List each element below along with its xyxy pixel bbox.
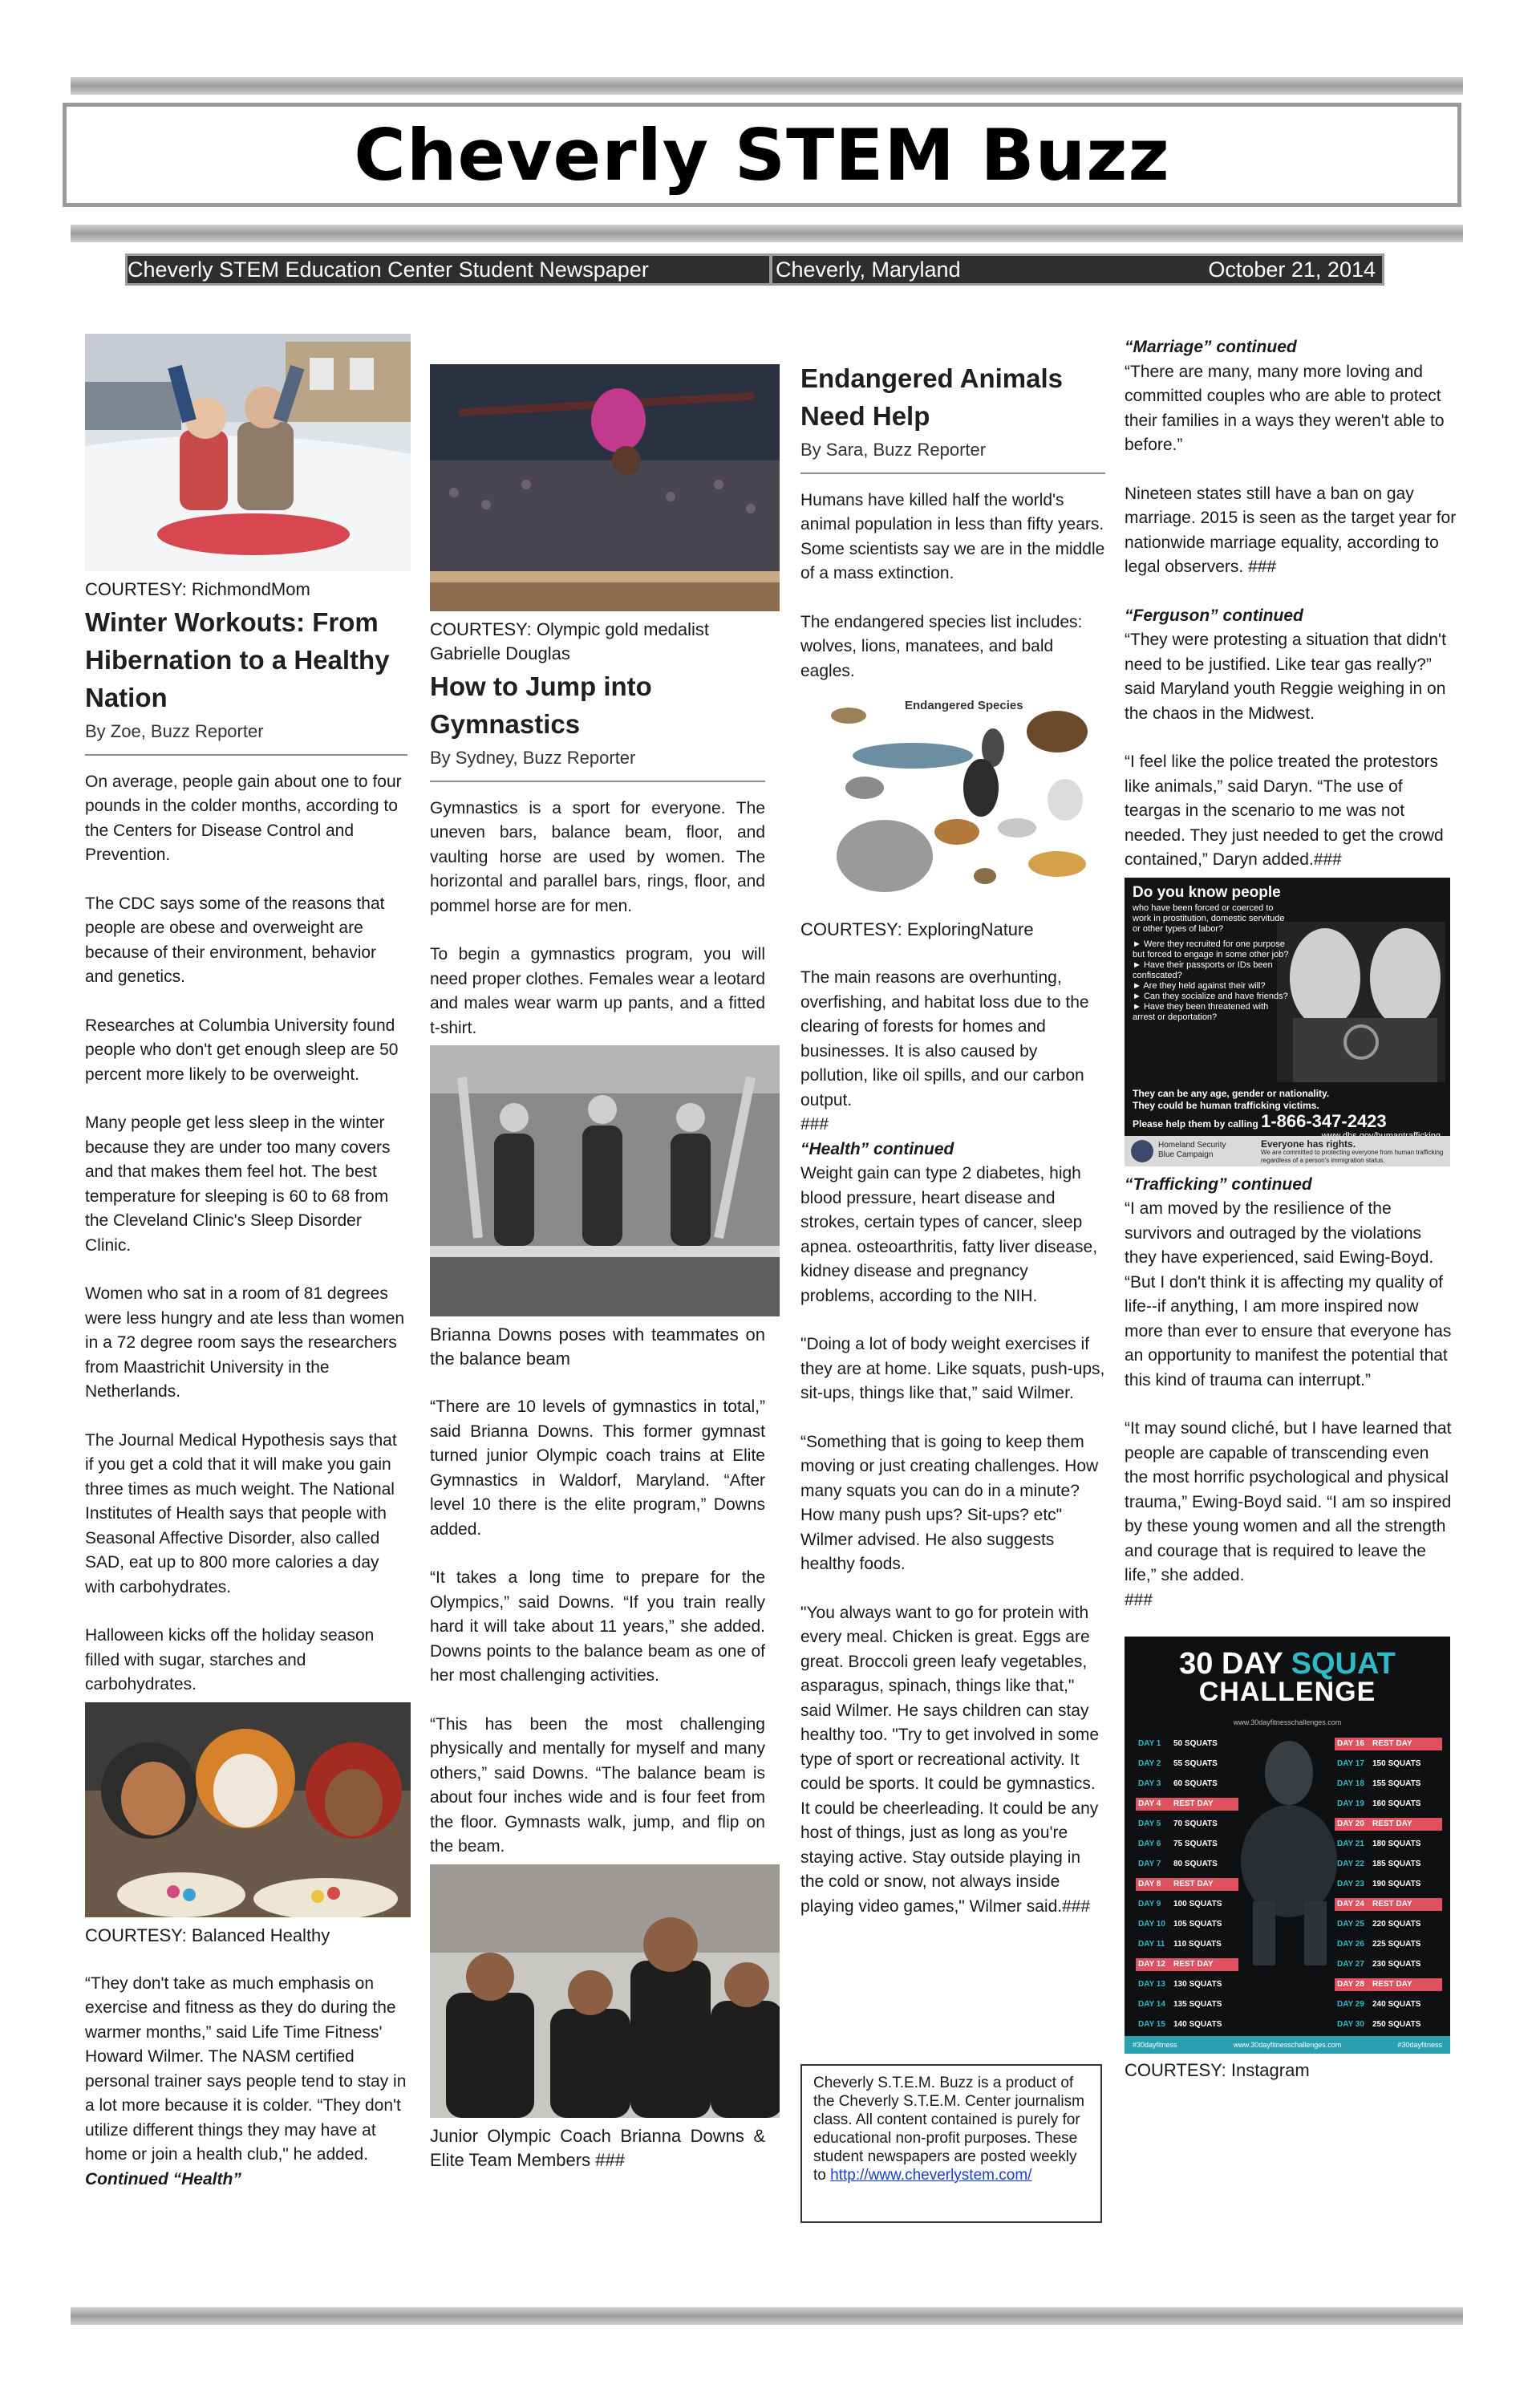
squat-count: 70 SQUATS: [1173, 1819, 1218, 1828]
info-bar: [125, 254, 1384, 286]
continued-heading: “Ferguson” continued: [1125, 606, 1303, 625]
photo-caption: Brianna Downs poses with teammates on the balance beam: [430, 1324, 765, 1369]
paragraph: On average, people gain about one to four pounds in the colder months, according to the Centers for Disease Control and Prevention.: [85, 772, 402, 864]
squat-day-row: [1136, 2018, 1238, 2031]
masthead-bottom-rule: [71, 225, 1463, 242]
squat-day-label: DAY 7: [1138, 1860, 1161, 1868]
squat-rest-row: [1335, 1898, 1442, 1911]
poster-question: ► Have they been threatened with arrest or deportation?: [1133, 1001, 1269, 1022]
squat-title-highlight: SQUAT: [1291, 1647, 1396, 1681]
squat-count: REST DAY: [1173, 1880, 1214, 1888]
squat-day-label: DAY 24: [1337, 1900, 1364, 1908]
location: Cheverly, Maryland: [776, 257, 961, 282]
squat-count: 135 SQUATS: [1173, 2000, 1222, 2009]
squat-day-row: [1136, 1758, 1238, 1771]
poster-title: Do you know people: [1133, 883, 1281, 901]
footer-hashtag: #30dayfitness: [1397, 2041, 1442, 2049]
squat-title-part: 30 DAY: [1179, 1647, 1283, 1681]
paragraph: “I am moved by the resilience of the survivors and outraged by the violations they have experienced, said Ewing-Boyd. “But I don't think it is affecting my quality of life--if anything, I am more inspired now more than ever to ensure that everyone has an opportunity to manifest the potential that this kind of trauma can interrupt.”: [1125, 1199, 1452, 1389]
footer-site: www.30dayfitnesschallenges.com: [1233, 2041, 1342, 2049]
article-headline: How to Jump into Gymnastics: [430, 671, 652, 739]
squat-day-row: [1335, 1838, 1442, 1851]
squat-day-label: DAY 25: [1337, 1920, 1364, 1929]
squat-day-label: DAY 12: [1138, 1960, 1165, 1969]
poster-line: They can be any age, gender or nationality.: [1133, 1087, 1330, 1099]
continued-label: Continued “Health”: [85, 2169, 241, 2188]
paragraph: Women who sat in a room of 81 degrees were less hungry and ate less than women in a 72 degree room says the researchers from Maastrichit University in the Netherlands.: [85, 1284, 405, 1401]
paragraph: The Journal Medical Hypothesis says that if you get a cold that it will make you gain three times as much weight. The National Institutes of Health says that people with Seasonal Affective Disorder, also called SAD, eat up to 800 more calories a day with carbohydrates.: [85, 1430, 397, 1596]
human-trafficking-poster: [1125, 878, 1450, 1166]
squat-day-row: [1136, 1778, 1238, 1791]
squat-day-label: DAY 1: [1138, 1739, 1161, 1748]
coach-team-photo: [430, 1864, 780, 2118]
paragraph: "Doing a lot of body weight exercises if they are at home. Like squats, push-ups, sit-ups, things like that,” said Wilmer.: [800, 1335, 1105, 1402]
squat-count: 180 SQUATS: [1372, 1839, 1421, 1848]
paragraph: The endangered species list includes: wolves, lions, manatees, and bald eagles.: [800, 612, 1083, 680]
paragraph: “This has been the most challenging physically and mentally for myself and many others,” said Downs. “The balance beam is about four inches wide and is four feet from the floor. Gymnasts walk, jump, and flip on the beam.: [430, 1714, 765, 1856]
squat-day-row: [1136, 1838, 1238, 1851]
paragraph: Gymnastics is a sport for everyone. The uneven bars, balance beam, floor, and vaulting horse are used by women. The horizontal and parallel bars, rings, floor, and pommel horse are for men.: [430, 798, 765, 915]
squat-day-row: [1335, 1878, 1442, 1891]
squat-count: 240 SQUATS: [1372, 2000, 1421, 2009]
squat-count: 55 SQUATS: [1173, 1759, 1218, 1768]
poster-footer: [1125, 1136, 1450, 1166]
squat-count: 130 SQUATS: [1173, 1980, 1222, 1989]
poster-question: ► Have their passports or IDs been confiscated?: [1133, 959, 1273, 980]
squat-title-sub: CHALLENGE: [1198, 1677, 1376, 1707]
squat-count: REST DAY: [1372, 1739, 1412, 1748]
squat-rest-row: [1335, 1978, 1442, 1991]
divider: [430, 781, 765, 782]
photo-caption: COURTESY: RichmondMom: [85, 579, 310, 599]
squat-rest-row: [1136, 1878, 1238, 1891]
squat-day-label: DAY 3: [1138, 1779, 1161, 1788]
top-rule: [71, 77, 1463, 95]
rights-heading: Everyone has rights.: [1261, 1138, 1356, 1150]
column-winter-workouts: [85, 334, 407, 2192]
divider: [800, 473, 1105, 474]
squat-site: www.30dayfitnesschallenges.com: [1233, 1718, 1342, 1726]
gymnast-split-photo: [430, 364, 780, 611]
squat-count: 225 SQUATS: [1372, 1940, 1421, 1949]
endangered-species-illustration: [817, 692, 1094, 907]
paragraph: Many people get less sleep in the winter because they are under too many covers and that makes them feel hot. The best temperature for sleeping is 60 to 68 from the Cleveland Clinic's Sleep Disorder Clinic.: [85, 1113, 391, 1255]
squat-day-label: DAY 19: [1337, 1799, 1364, 1808]
squat-day-label: DAY 27: [1337, 1960, 1364, 1969]
squat-day-row: [1335, 2018, 1442, 2031]
squat-day-row: [1335, 1858, 1442, 1871]
squat-day-row: [1136, 1738, 1238, 1750]
poster-subtitle: who have been forced or coerced to work in prostitution, domestic servitude or other types of labor?: [1133, 903, 1285, 934]
squat-day-row: [1136, 1978, 1238, 1991]
squat-day-label: DAY 8: [1138, 1880, 1161, 1888]
newspaper-title: Cheverly STEM Buzz: [354, 113, 1170, 197]
squat-count: 230 SQUATS: [1372, 1960, 1421, 1969]
squat-count: 60 SQUATS: [1173, 1779, 1218, 1788]
continued-heading: “Marriage” continued: [1125, 338, 1297, 356]
poster-question: ► Can they socialize and have friends?: [1133, 991, 1288, 1001]
squat-day-label: DAY 28: [1337, 1980, 1364, 1989]
rights-text: We are committed to protecting everyone from human trafficking regardless of a person's immigration status.: [1261, 1148, 1444, 1164]
end-mark: ###: [1125, 1590, 1153, 1609]
masthead: [63, 103, 1461, 207]
footer-hashtag: #30dayfitness: [1133, 2041, 1177, 2049]
squat-day-label: DAY 26: [1337, 1940, 1364, 1949]
squat-day-row: [1335, 1998, 1442, 2011]
squat-day-row: [1136, 1818, 1238, 1831]
column-continued-stories: [1125, 335, 1457, 2084]
squat-count: 110 SQUATS: [1173, 1940, 1222, 1949]
squat-count: REST DAY: [1372, 1900, 1412, 1908]
squat-day-row: [1335, 1798, 1442, 1811]
illustration-title: Endangered Species: [905, 699, 1023, 712]
squat-challenge-poster: [1125, 1637, 1450, 2054]
squat-day-label: DAY 10: [1138, 1920, 1165, 1929]
poster-question: ► Were they recruited for one purpose but forced to engage in some other job?: [1133, 939, 1289, 959]
squat-day-label: DAY 16: [1337, 1739, 1364, 1748]
squat-day-label: DAY 14: [1138, 2000, 1165, 2009]
continued-heading: “Health” continued: [800, 1139, 954, 1158]
squat-day-label: DAY 18: [1337, 1779, 1364, 1788]
squat-days-left: [1136, 1738, 1238, 2038]
squat-day-label: DAY 5: [1138, 1819, 1161, 1828]
paragraph: To begin a gymnastics program, you will need proper clothes. Females wear a leotard and males wear warm up pants, and a fitted t-shirt.: [430, 945, 765, 1037]
column-endangered-animals: [800, 359, 1105, 1943]
squat-count: 185 SQUATS: [1372, 1860, 1421, 1868]
byline: By Sara, Buzz Reporter: [800, 440, 987, 460]
paragraph: Weight gain can type 2 diabetes, high blood pressure, heart disease and strokes, certain types of cancer, sleep apnea. osteoarthritis, fatty liver disease, kidney disease and pregnancy problems, according to the NIH.: [800, 1164, 1098, 1305]
info-separator: [769, 256, 772, 283]
squat-day-row: [1335, 1918, 1442, 1931]
squat-day-label: DAY 23: [1337, 1880, 1364, 1888]
team-balance-beam-photo: [430, 1045, 780, 1316]
poster-line: They could be human trafficking victims.: [1133, 1099, 1319, 1111]
squat-day-row: [1136, 1918, 1238, 1931]
squat-day-row: [1136, 1998, 1238, 2011]
squat-days-right: [1335, 1738, 1442, 2038]
byline: By Zoe, Buzz Reporter: [85, 721, 264, 741]
squat-count: REST DAY: [1372, 1980, 1412, 1989]
dhs-seal-icon: [1131, 1140, 1153, 1162]
paragraph: “They were protesting a situation that didn't need to be justified. Like tear gas really?” said Maryland youth Reggie weighing in on the chaos in the Midwest.: [1125, 631, 1446, 723]
photo-caption: COURTESY: Instagram: [1125, 2060, 1310, 2080]
squat-count: 220 SQUATS: [1372, 1920, 1421, 1929]
squat-count: 155 SQUATS: [1372, 1779, 1421, 1788]
squat-rest-row: [1335, 1818, 1442, 1831]
squat-day-label: DAY 22: [1337, 1860, 1364, 1868]
squat-count: 80 SQUATS: [1173, 1860, 1218, 1868]
photo-caption: Junior Olympic Coach Brianna Downs & Elite Team Members ###: [430, 2125, 765, 2170]
squat-count: 75 SQUATS: [1173, 1839, 1218, 1848]
sledding-photo: [85, 334, 411, 571]
article-headline: Endangered Animals Need Help: [800, 363, 1064, 431]
squat-day-label: DAY 9: [1138, 1900, 1161, 1908]
campaign-name: Blue Campaign: [1158, 1150, 1214, 1159]
article-headline: Winter Workouts: From Hibernation to a Healthy Nation: [85, 607, 390, 712]
squat-day-row: [1335, 1758, 1442, 1771]
squat-day-row: [1335, 1938, 1442, 1951]
cheverly-stem-link[interactable]: http://www.cheverlystem.com/: [830, 2167, 1032, 2184]
squat-day-label: DAY 4: [1138, 1799, 1161, 1808]
squat-count: 105 SQUATS: [1173, 1920, 1222, 1929]
notice-text: Cheverly S.T.E.M. Buzz is a product of the Cheverly S.T.E.M. Center journalism class. All content contained is purely for educational non-profit purposes. These student newspapers are posted weekly to: [813, 2075, 1084, 2184]
squat-count: REST DAY: [1372, 1819, 1412, 1828]
paragraph: “I feel like the police treated the protestors like animals,” said Daryn. “The use of teargas in the scenario to me was not needed. They just needed to get the crowd contained,” Daryn added.###: [1125, 752, 1444, 869]
squat-count: 140 SQUATS: [1173, 2020, 1222, 2029]
paragraph: “There are many, many more loving and committed couples who are able to protect their families in a ways they weren't able to before.”: [1125, 362, 1445, 454]
squat-day-label: DAY 17: [1337, 1759, 1364, 1768]
squat-count: REST DAY: [1173, 1799, 1214, 1808]
issue-date: October 21, 2014: [1208, 257, 1376, 282]
paragraph: Researches at Columbia University found people who don't get enough sleep are 50 percent more likely to be overweight.: [85, 1016, 399, 1084]
paragraph: Nineteen states still have a ban on gay marriage. 2015 is seen as the target year for nationwide marriage equality, according to legal observers. ###: [1125, 484, 1457, 576]
paragraph: “It may sound cliché, but I have learned that people are capable of transcending even the most horrific psychological and physical trauma,” Ewing-Boyd said. “I am so inspired by these young women and all the strength and courage that is required to leave the life,” she added.: [1125, 1419, 1452, 1584]
squat-count: 50 SQUATS: [1173, 1739, 1218, 1748]
squat-day-label: DAY 13: [1138, 1980, 1165, 1989]
poster-hands-illustration: [1277, 922, 1445, 1082]
newspaper-tagline: Cheverly STEM Education Center Student Newspaper: [128, 257, 649, 282]
squat-day-label: DAY 30: [1337, 2020, 1364, 2029]
bottom-rule: [71, 2307, 1463, 2325]
paragraph: The main reasons are overhunting, overfishing, and habitat loss due to the clearing of forests for homes and businesses. It is also caused by pollution, like oil spills, and our carbon output.: [800, 968, 1089, 1109]
agency-name: Homeland Security: [1158, 1140, 1226, 1150]
hotline-number: 1-866-347-2423: [1261, 1110, 1387, 1131]
squat-day-row: [1136, 1938, 1238, 1951]
paragraph: “They don't take as much emphasis on exercise and fitness as they do during the warmer months,” said Life Time Fitness' Howard Wilmer. The NASM certified personal trainer says people tend to stay in a lot more because it is colder. “They don't utilize different things they may have at home or join a health club," he added.: [85, 1973, 407, 2164]
squat-footer: [1125, 2036, 1450, 2054]
photo-caption: COURTESY: ExploringNature: [800, 919, 1034, 939]
newspaper-notice-box: [800, 2064, 1102, 2223]
end-mark: ###: [800, 1115, 829, 1134]
squat-day-label: DAY 21: [1337, 1839, 1364, 1848]
squat-day-label: DAY 20: [1337, 1819, 1364, 1828]
squat-day-row: [1335, 1778, 1442, 1791]
squat-count: REST DAY: [1173, 1960, 1214, 1969]
photo-caption: COURTESY: Balanced Healthy: [85, 1925, 330, 1945]
squat-rest-row: [1335, 1738, 1442, 1750]
squat-rest-row: [1136, 1798, 1238, 1811]
poster-call: Please help them by calling: [1133, 1117, 1258, 1130]
squat-day-label: DAY 2: [1138, 1759, 1161, 1768]
paragraph: Halloween kicks off the holiday season filled with sugar, starches and carbohydrates.: [85, 1626, 375, 1693]
paragraph: "You always want to go for protein with every meal. Chicken is great. Eggs are great. Broccoli green leafy vegetables, asparagus, spinach, things like that," said Wilmer. He says children can stay healthy too. "Try to get involved in some type of sport or recreational activity. It could be sports. It could be gymnastics. It could be cheerleading. It could be any host of things, just as long as you're staying active. Stay outside playing in the cold or snow, not always inside playing video games," Wilmer said.###: [800, 1603, 1100, 1916]
squat-rest-row: [1136, 1958, 1238, 1971]
squat-count: 150 SQUATS: [1372, 1759, 1421, 1768]
paragraph: “There are 10 levels of gymnastics in total,” said Brianna Downs. This former gymnast turned junior Olympic coach trains at Elite Gymnastics in Waldorf, Maryland. “After level 10 there is the elite program,” Downs added.: [430, 1397, 765, 1539]
squat-day-label: DAY 6: [1138, 1839, 1161, 1848]
squat-day-label: DAY 29: [1337, 2000, 1364, 2009]
poster-question: ► Are they held against their will?: [1133, 980, 1266, 991]
byline: By Sydney, Buzz Reporter: [430, 748, 636, 768]
squat-count: 100 SQUATS: [1173, 1900, 1222, 1908]
squat-day-label: DAY 15: [1138, 2020, 1165, 2029]
paragraph: Humans have killed half the world's animal population in less than fifty years. Some scientists say we are in the middle of a mass extinction.: [800, 490, 1105, 582]
squat-day-row: [1136, 1858, 1238, 1871]
paragraph: The CDC says some of the reasons that people are obese and overweight are because of their environment, behavior and genetics.: [85, 894, 385, 986]
squat-day-row: [1136, 1898, 1238, 1911]
squat-day-label: DAY 11: [1138, 1940, 1165, 1949]
continued-heading: “Trafficking” continued: [1125, 1174, 1312, 1194]
paragraph: “It takes a long time to prepare for the Olympics,” said Downs. “If you train really hard it will take about 11 years,” she added. Downs points to the balance beam as one of her most challenging activities.: [430, 1568, 765, 1685]
squat-day-row: [1335, 1958, 1442, 1971]
column-gymnastics: [430, 364, 765, 2174]
squat-count: 160 SQUATS: [1372, 1799, 1421, 1808]
halloween-kids-photo: [85, 1702, 411, 1917]
photo-caption: COURTESY: Olympic gold medalist Gabrielle Douglas: [430, 619, 710, 663]
squat-count: 250 SQUATS: [1372, 2020, 1421, 2029]
squat-count: 190 SQUATS: [1372, 1880, 1421, 1888]
paragraph: “Something that is going to keep them moving or just creating challenges. How many squats you can do in a minute? How many push ups? Sit-ups? etc" Wilmer advised. He also suggests healthy foods.: [800, 1432, 1099, 1573]
divider: [85, 754, 407, 756]
